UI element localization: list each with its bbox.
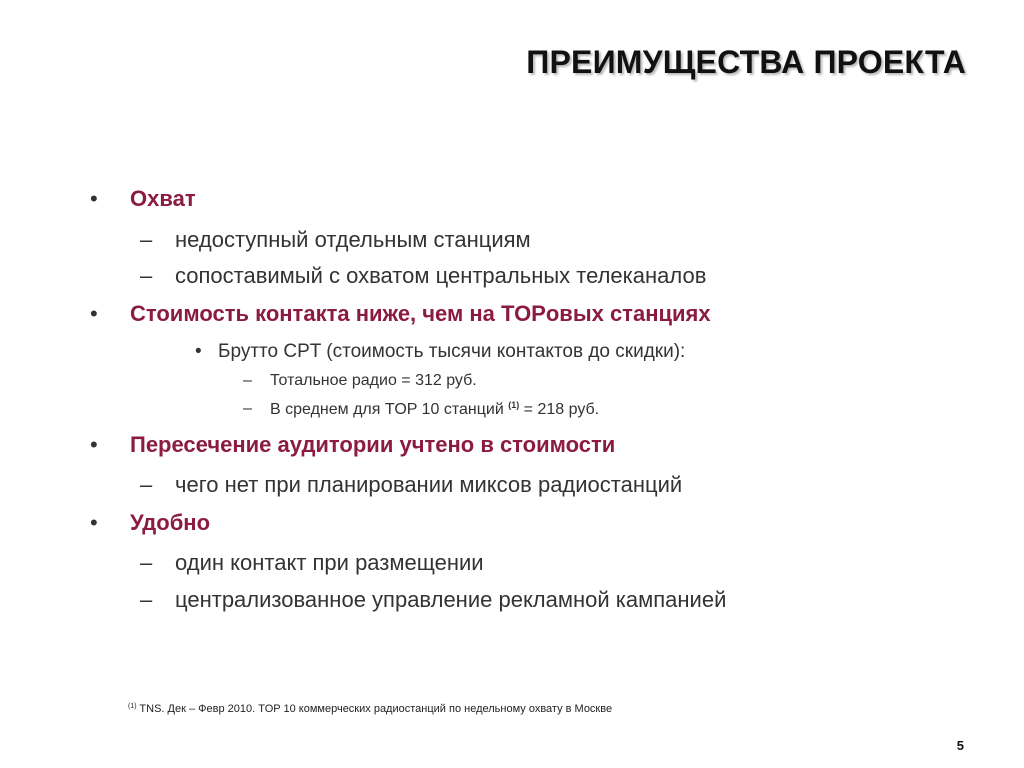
bullet-heading-audience-overlap: Пересечение аудитории учтено в стоимости: [130, 432, 616, 457]
dash-marker: –: [140, 587, 153, 612]
page-number: 5: [956, 738, 964, 753]
bullet-marker: •: [195, 341, 202, 362]
text-before: В среднем для TOP 10 станций: [270, 401, 509, 418]
slide-title: ПРЕИМУЩЕСТВА ПРОЕКТА: [526, 44, 966, 80]
sub-item-text: недоступный отдельным станциям: [175, 227, 531, 252]
bullet-heading-convenience: Удобно: [130, 510, 211, 535]
sub-item-text: централизованное управление рекламной кампанией: [175, 587, 727, 612]
dash-marker: –: [243, 400, 252, 417]
bullet-marker: •: [90, 432, 98, 457]
bullet-marker: •: [90, 186, 98, 211]
footnote-marker: (1): [128, 703, 137, 710]
dash-marker: –: [140, 472, 153, 497]
sub-item-text: сопоставимый с охватом центральных телеканалов: [175, 263, 707, 288]
footnote: [128, 703, 612, 715]
dash-marker: –: [140, 263, 153, 288]
bullet-marker: •: [90, 301, 98, 326]
dash-marker: –: [140, 227, 153, 252]
dash-marker: –: [243, 372, 252, 389]
sub-item-text: чего нет при планировании миксов радиостанций: [175, 472, 683, 497]
footnote-text: TNS. Дек – Февр 2010. TOP 10 коммерческих радиостанций по недельному охвату в Москве: [136, 703, 613, 715]
footnote-reference: (1): [508, 400, 520, 410]
text-after: = 218 руб.: [519, 401, 600, 418]
bullet-heading-cost: Стоимость контакта ниже, чем на TOPовых станциях: [130, 301, 711, 326]
sub-sub-item-text: [270, 400, 599, 419]
sub-item-text: один контакт при размещении: [175, 550, 484, 575]
sub-sub-item-text: Тотальное радио = 312 руб.: [270, 372, 477, 389]
bullet-heading-reach: Охват: [130, 186, 196, 211]
dash-marker: –: [140, 550, 153, 575]
sub-item-text: Брутто CPT (стоимость тысячи контактов до скидки):: [218, 341, 686, 362]
bullet-marker: •: [90, 510, 98, 535]
